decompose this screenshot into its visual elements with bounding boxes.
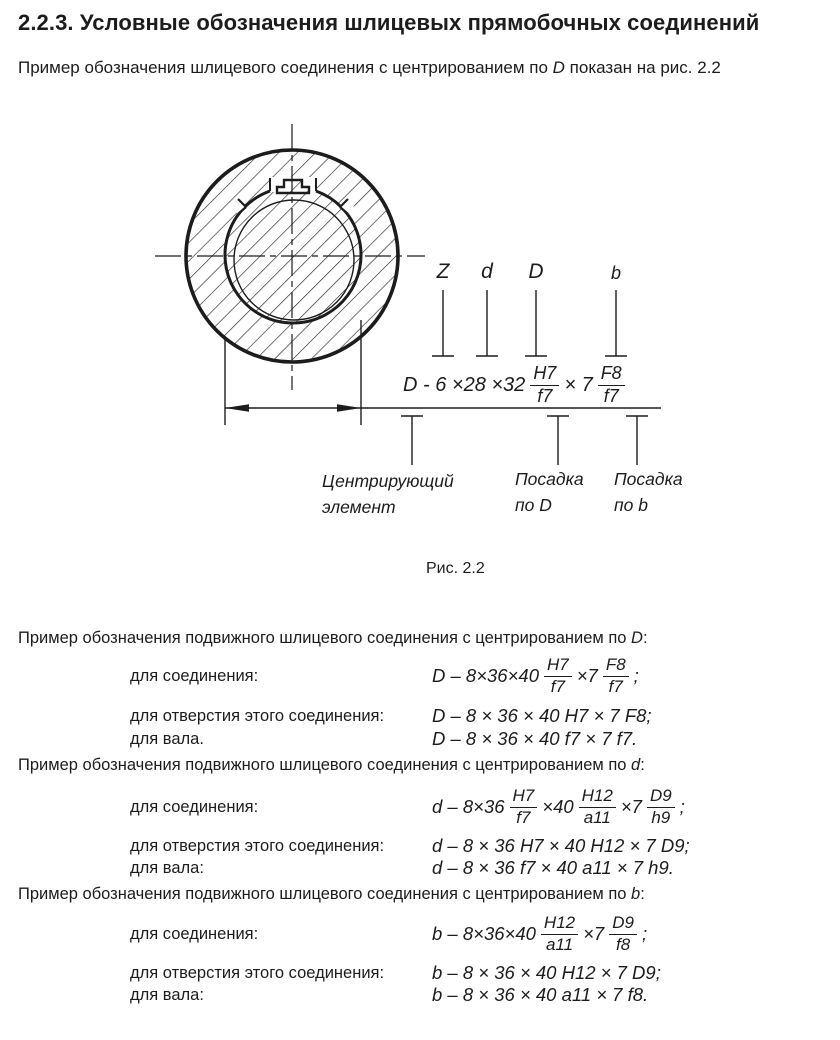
figure-caption: Рис. 2.2 (426, 560, 485, 577)
row-label: для отверстия этого соединения: (130, 837, 385, 855)
intro-paragraph: Пример обозначения шлицевого соединения с центрированием по D показан на рис. 2.2 (18, 58, 721, 77)
row-label: для отверстия этого соединения: (130, 964, 385, 982)
right-arrowhead (337, 404, 361, 412)
row-label: для соединения: (130, 925, 259, 943)
callout-letter-D: D (528, 260, 544, 283)
label-fit-by-b (614, 466, 683, 519)
fraction: $\frac{H12}{a11}$ (579, 787, 616, 827)
label-fit-b-line2: по b (614, 495, 648, 516)
fraction: $\frac{F8}{f7}$ (603, 656, 629, 696)
label-centering-element (322, 468, 454, 521)
row-formula: D – 8 × 36 × 40 f7 × 7 f7. (432, 728, 638, 749)
fraction: $\frac{H7}{f7}$ (510, 787, 538, 827)
figure-designation-formula: D - 6 ×28 ×32 $\frac{H7}{f7}$ × 7 $\frac{F8}{f7}$ (403, 363, 625, 407)
page-title: 2.2.3. Условные обозначения шлицевых прямобочных соединений (18, 10, 760, 35)
callout-letter-d: d (481, 260, 493, 283)
label-fit-d-line2: по D (515, 495, 552, 516)
row-label: для соединения: (130, 798, 259, 816)
top-callout-leaders (432, 290, 627, 356)
row-label: для отверстия этого соединения: (130, 707, 385, 725)
bottom-callout-leaders (401, 416, 648, 465)
row-formula: d – 8×36 $\frac{H7}{f7}$ ×40 $\frac{H12}{a11}$ ×7 $\frac{D9}{h9}$ ; (432, 786, 685, 827)
row-label: для вала. (130, 730, 204, 748)
fraction: $\frac{H7}{f7}$ (530, 364, 559, 406)
row-formula: b – 8 × 36 × 40 a11 × 7 f8. (432, 984, 649, 1005)
row-formula: d – 8 × 36 H7 × 40 H12 × 7 D9; (432, 835, 690, 856)
label-fit-d-line1: Посадка (515, 469, 584, 489)
label-fit-by-D (515, 466, 584, 519)
fraction: $\frac{H7}{f7}$ (544, 656, 572, 696)
row-formula: D – 8 × 36 × 40 H7 × 7 F8; (432, 705, 652, 726)
row-label: для соединения: (130, 667, 259, 685)
callout-letter-b: b (610, 263, 621, 283)
label-centering-line2: элемент (322, 497, 396, 518)
label-centering-line1: Центрирующий (322, 471, 454, 491)
fraction: $\frac{D9}{f8}$ (609, 914, 637, 954)
row-label: для вала: (130, 859, 204, 877)
fraction: $\frac{F8}{f7}$ (598, 364, 625, 406)
fraction: $\frac{D9}{h9}$ (647, 787, 675, 827)
row-label: для вала: (130, 986, 204, 1004)
spline-cross-section-drawing (0, 100, 840, 600)
row-formula: b – 8 × 36 × 40 H12 × 7 D9; (432, 962, 661, 983)
left-arrowhead (225, 404, 249, 412)
callout-letter-z: Z (436, 260, 450, 283)
fraction: $\frac{H12}{a11}$ (541, 914, 578, 954)
example-heading-b: Пример обозначения подвижного шлицевого соединения с центрированием по b: (18, 885, 645, 903)
label-fit-b-line1: Посадка (614, 469, 683, 489)
row-formula: b – 8×36×40 $\frac{H12}{a11}$ ×7 $\frac{D9}{f8}$ ; (432, 913, 648, 954)
row-formula: d – 8 × 36 f7 × 40 a11 × 7 h9. (432, 857, 674, 878)
example-heading-d: Пример обозначения подвижного шлицевого соединения с центрированием по d: (18, 756, 645, 774)
example-heading-D: Пример обозначения подвижного шлицевого соединения с центрированием по D: (18, 629, 648, 647)
row-formula: D – 8×36×40 $\frac{H7}{f7}$ ×7 $\frac{F8}{f7}$ ; (432, 655, 639, 696)
